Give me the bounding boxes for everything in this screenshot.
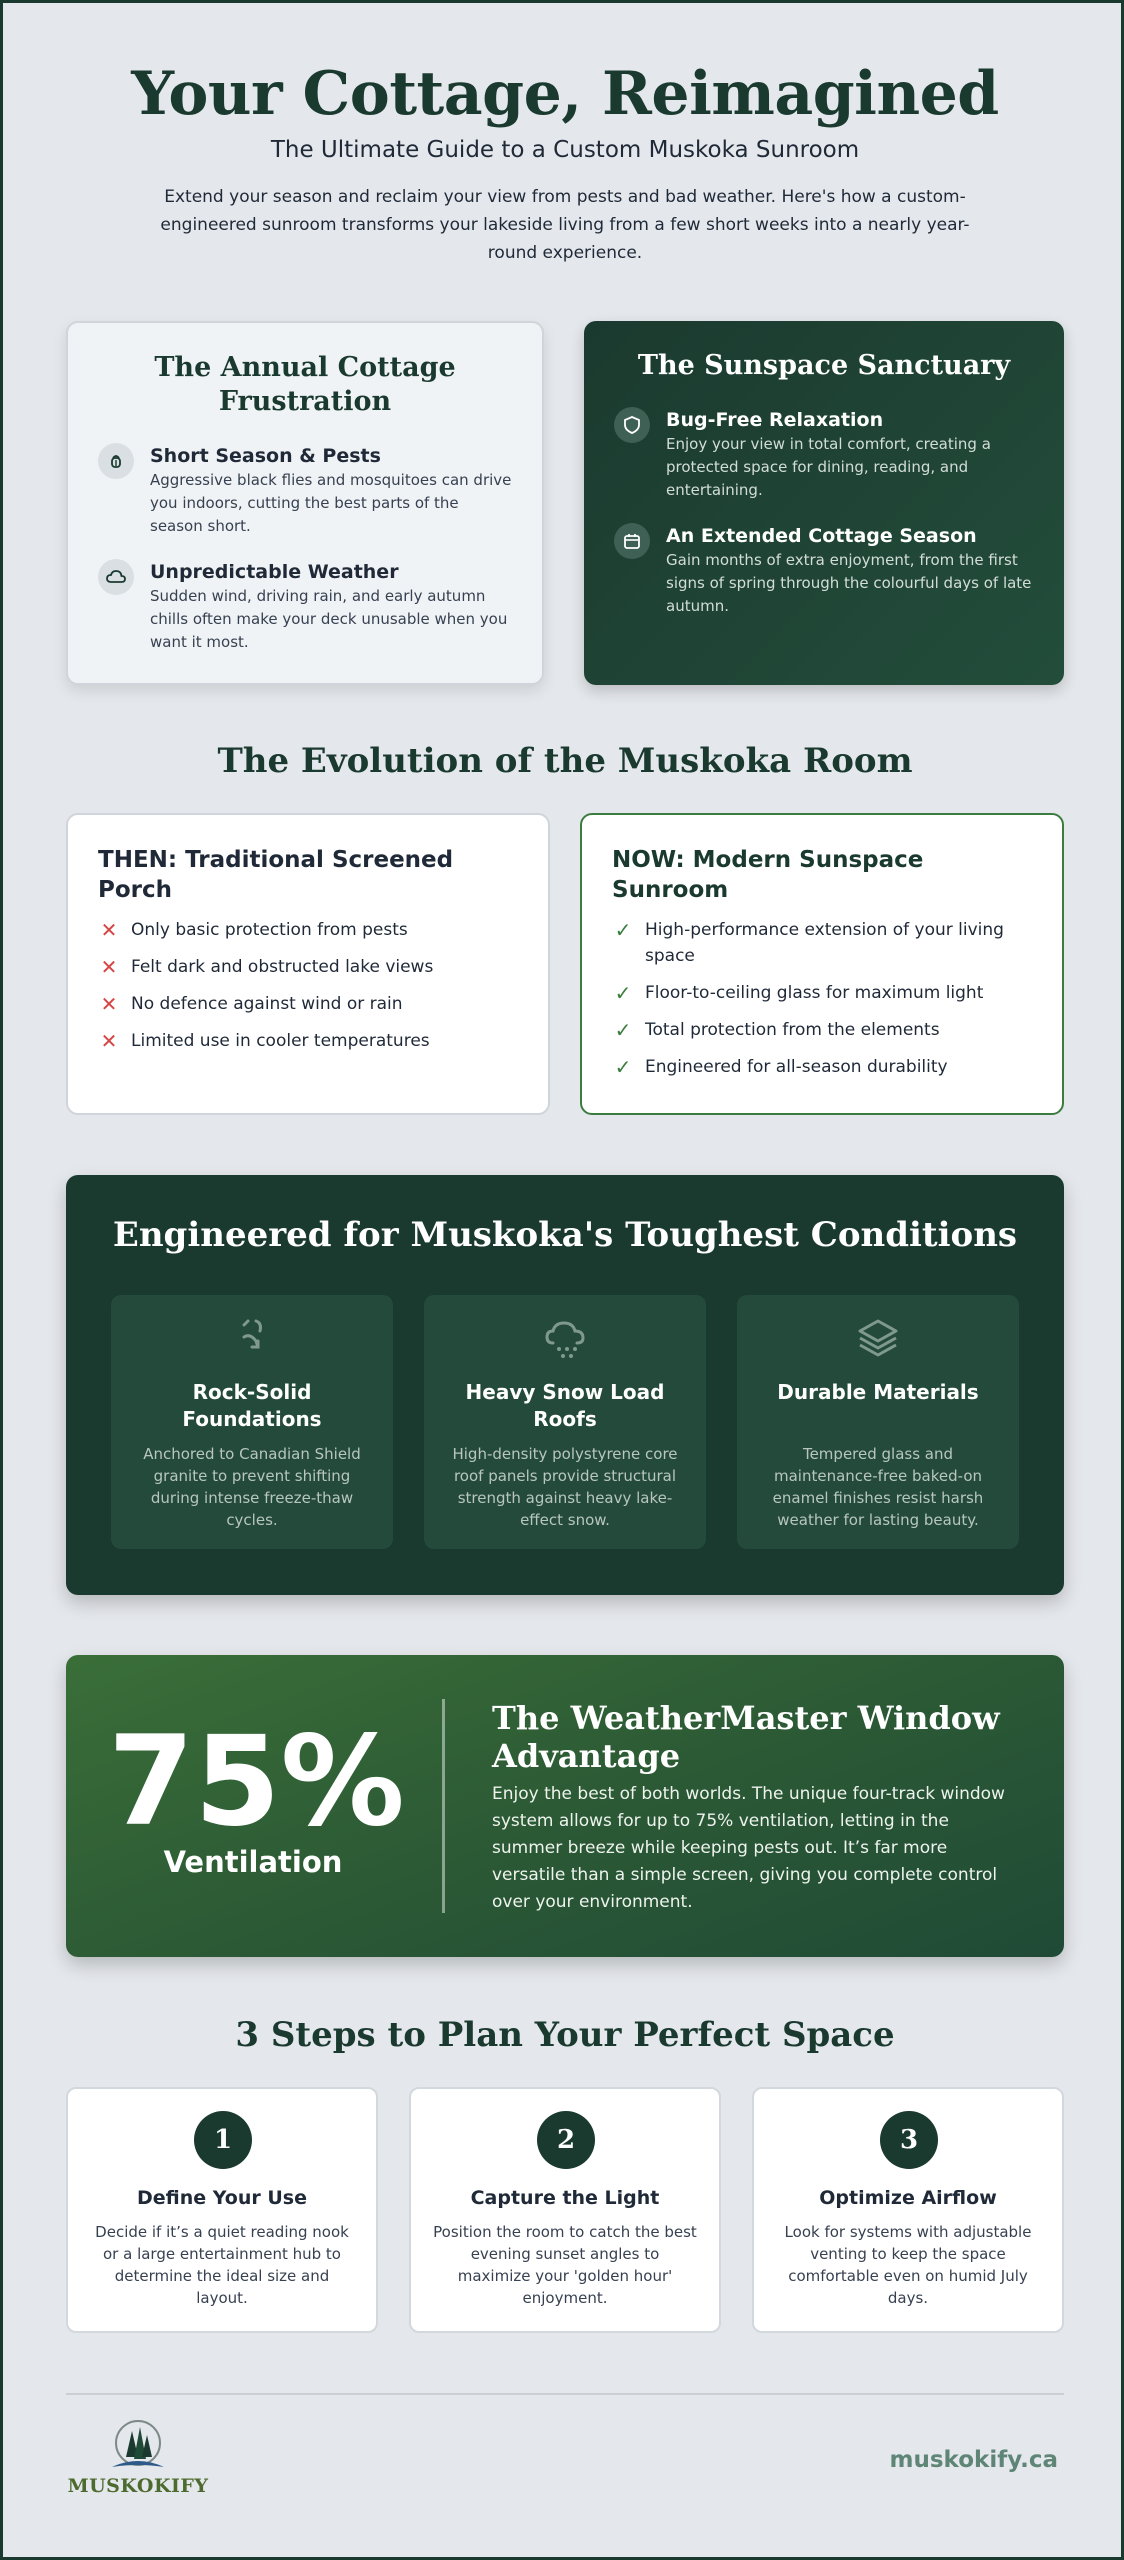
check-icon: ✓	[614, 1055, 632, 1079]
sanctuary-item-title: An Extended Cottage Season	[666, 525, 977, 547]
step-text: Position the room to catch the best evening sunset angles to maximize your 'golden hour' enjoyment.	[433, 2223, 697, 2307]
sanctuary-item-text: Enjoy your view in total comfort, creating a protected space for dining, reading, and entertaining.	[666, 435, 991, 499]
step-card	[409, 2087, 721, 2333]
engineered-panel	[66, 1175, 1064, 1595]
frustration-item	[98, 443, 512, 538]
now-card	[580, 813, 1064, 1115]
step-card	[66, 2087, 378, 2333]
step-card	[752, 2087, 1064, 2333]
sanctuary-item-text: Gain months of extra enjoyment, from the first signs of spring through the colourful days of late autumn.	[666, 551, 1032, 615]
engineered-card-title: Durable Materials	[777, 1380, 979, 1404]
x-icon: ✕	[100, 1029, 118, 1053]
page-title: Your Cottage, Reimagined	[131, 59, 999, 129]
page-subtitle: The Ultimate Guide to a Custom Muskoka Sunroom	[270, 137, 860, 163]
frustration-card	[66, 321, 544, 685]
check-icon: ✓	[614, 1018, 632, 1042]
x-icon: ✕	[100, 992, 118, 1016]
ventilation-value: 75%	[108, 1710, 405, 1854]
engineered-card-title: Heavy Snow Load Roofs	[465, 1380, 665, 1431]
sanctuary-item	[614, 523, 1034, 618]
sanctuary-title: The Sunspace Sanctuary	[637, 350, 1011, 381]
step-number: 2	[537, 2111, 595, 2169]
frustration-item-title: Short Season & Pests	[150, 445, 381, 467]
list-item: ✕ No defence against wind or rain	[98, 991, 518, 1017]
list-item: ✓ Floor-to-ceiling glass for maximum light	[612, 980, 1032, 1006]
sanctuary-card	[584, 321, 1064, 685]
bug-icon	[98, 443, 134, 479]
engineered-card	[111, 1295, 393, 1549]
check-icon: ✓	[614, 981, 632, 1005]
list-item: ✓ Engineered for all-season durability	[612, 1054, 1032, 1080]
engineered-card-text: High-density polystyrene core roof panels provide structural strength against heavy lake-effect snow.	[452, 1445, 678, 1529]
frustration-item-title: Unpredictable Weather	[150, 561, 399, 583]
frustration-title: The Annual Cottage Frustration	[154, 352, 456, 417]
website-link[interactable]: muskokify.ca	[889, 2447, 1058, 2473]
step-text: Look for systems with adjustable venting to keep the space comfortable even on humid July days.	[784, 2223, 1032, 2307]
evolution-title: The Evolution of the Muskoka Room	[217, 741, 913, 781]
engineered-card-title: Rock-Solid Foundations	[182, 1380, 322, 1431]
list-item: ✓ High-performance extension of your living space	[612, 917, 1032, 969]
step-number: 3	[880, 2111, 938, 2169]
x-icon: ✕	[100, 918, 118, 942]
then-title: THEN: Traditional Screened Porch	[98, 847, 454, 903]
engineered-card	[737, 1295, 1019, 1549]
calendar-icon	[614, 523, 650, 559]
frustration-item-text: Aggressive black flies and mosquitoes can drive you indoors, cutting the best parts of the season short.	[150, 471, 512, 535]
snow-cloud-icon	[539, 1313, 591, 1365]
list-item: ✕ Only basic protection from pests	[98, 917, 518, 943]
now-list	[612, 917, 1032, 1091]
list-item: ✓ Total protection from the elements	[612, 1017, 1032, 1043]
list-item: ✕ Limited use in cooler temperatures	[98, 1028, 518, 1054]
then-card	[66, 813, 550, 1115]
engineered-title: Engineered for Muskoka's Toughest Conditions	[112, 1215, 1018, 1255]
sanctuary-item	[614, 407, 1034, 502]
step-title: Capture the Light	[470, 2187, 660, 2209]
shield-icon	[614, 407, 650, 443]
now-title: NOW: Modern Sunspace Sunroom	[612, 847, 924, 903]
brand-logo-icon	[106, 2417, 170, 2475]
x-icon: ✕	[100, 955, 118, 979]
ventilation-text: Enjoy the best of both worlds. The unique four-track window system allows for up to 75% ventilation, letting in the summer breeze while keeping pests out. It’s far more versatile than a simple screen, giving you complete control over your environment.	[492, 1784, 1005, 1912]
then-list	[98, 917, 518, 1065]
cloud-icon	[98, 559, 134, 595]
frustration-item-text: Sudden wind, driving rain, and early autumn chills often make your deck unusable when you want it most.	[150, 587, 508, 651]
foundation-icon	[226, 1313, 278, 1365]
list-item: ✕ Felt dark and obstructed lake views	[98, 954, 518, 980]
frustration-item	[98, 559, 512, 654]
step-title: Optimize Airflow	[819, 2187, 997, 2209]
step-number: 1	[194, 2111, 252, 2169]
divider	[442, 1699, 445, 1913]
engineered-card-text: Tempered glass and maintenance-free baked-on enamel finishes resist harsh weather for lasting beauty.	[772, 1445, 984, 1529]
step-text: Decide if it’s a quiet reading nook or a large entertainment hub to determine the ideal size and layout.	[95, 2223, 349, 2307]
steps-title: 3 Steps to Plan Your Perfect Space	[235, 2015, 895, 2055]
ventilation-panel	[66, 1655, 1064, 1957]
step-title: Define Your Use	[137, 2187, 307, 2209]
ventilation-label: Ventilation	[163, 1845, 343, 1879]
engineered-card	[424, 1295, 706, 1549]
ventilation-title: The WeatherMaster Window Advantage	[492, 1699, 1000, 1775]
check-icon: ✓	[614, 918, 632, 942]
intro-text: Extend your season and reclaim your view from pests and bad weather. Here's how a custom-engineered sunroom transforms your lakeside living from a few short weeks into a nearly year-round experience.	[160, 187, 970, 263]
brand-name: MUSKOKIFY	[67, 2475, 209, 2497]
sanctuary-item-title: Bug-Free Relaxation	[666, 409, 884, 431]
layers-icon	[852, 1313, 904, 1365]
footer-divider	[66, 2393, 1064, 2395]
engineered-card-text: Anchored to Canadian Shield granite to prevent shifting during intense freeze-thaw cycles.	[143, 1445, 361, 1529]
